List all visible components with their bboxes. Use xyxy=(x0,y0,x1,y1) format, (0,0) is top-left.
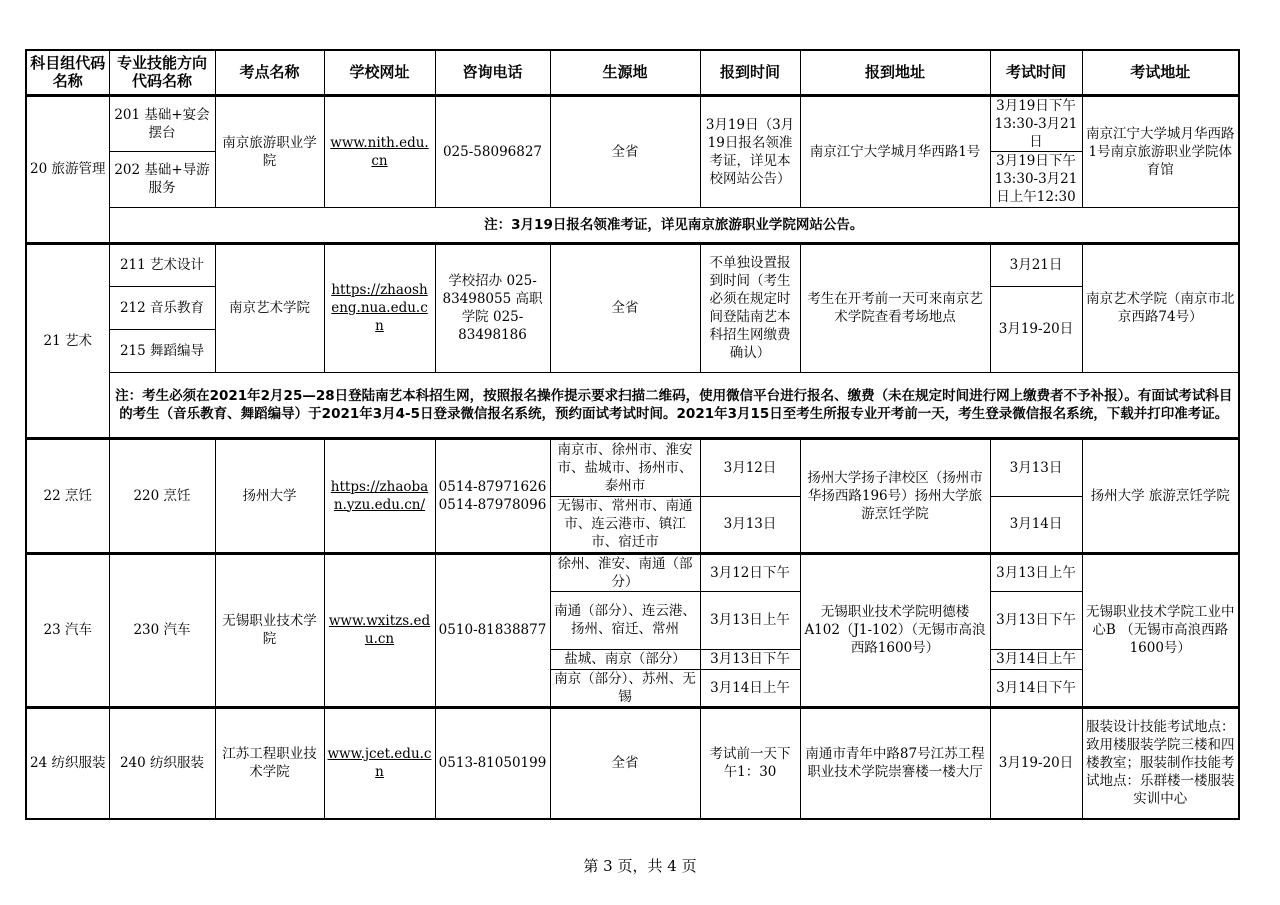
page-footer: 第 3 页，共 4 页 xyxy=(583,857,697,875)
report-time-cell: 3月13日上午 xyxy=(700,591,800,649)
exam-time-cell: 3月14日下午 xyxy=(990,669,1082,707)
note-text: 注：3月19日报名领准考证，详见南京旅游职业学院网站公告。 xyxy=(109,207,1239,243)
table-row xyxy=(26,243,1239,286)
exam-time-cell: 3月19-20日 xyxy=(990,286,1082,372)
exam-time-cell: 3月14日 xyxy=(990,496,1082,553)
table-row xyxy=(26,438,1239,496)
url-cell xyxy=(324,438,435,553)
header-origin: 生源地 xyxy=(550,50,700,95)
report-time-cell: 3月14日上午 xyxy=(700,669,800,707)
url-cell xyxy=(324,243,435,372)
report-addr-cell: 无锡职业技术学院明德楼A102（J1-102）（无锡市高浪西路1600号） xyxy=(800,553,990,707)
url-cell xyxy=(324,95,435,207)
report-time-cell: 3月13日下午 xyxy=(700,649,800,669)
report-addr-cell: 扬州大学扬子津校区（扬州市华扬西路196号）扬州大学旅游烹饪学院 xyxy=(800,438,990,553)
report-addr-cell: 南通市青年中路87号江苏工程职业技术学院崇謇楼一楼大厅 xyxy=(800,707,990,819)
site-cell: 无锡职业技术学院 xyxy=(215,553,324,707)
phone-cell: 0510-81838877 xyxy=(435,553,550,707)
exam-time-cell: 3月13日下午 xyxy=(990,591,1082,649)
exam-addr-cell: 无锡职业技术学院工业中心B （无锡市高浪西路1600号） xyxy=(1082,553,1239,707)
exam-addr-cell: 扬州大学 旅游烹饪学院 xyxy=(1082,438,1239,553)
phone-cell: 025-58096827 xyxy=(435,95,550,207)
exam-time-cell: 3月14日上午 xyxy=(990,649,1082,669)
subject-cell: 20 旅游管理 xyxy=(26,95,109,243)
report-time-cell: 3月19日（3月19日报名领准考证，详见本校网站公告） xyxy=(700,95,800,207)
exam-schedule-table xyxy=(25,49,1240,820)
exam-time-cell: 3月19日下午13:30-3月21日 xyxy=(990,95,1082,151)
header-url: 学校网址 xyxy=(324,50,435,95)
exam-time-cell: 3月21日 xyxy=(990,243,1082,286)
exam-addr-cell: 南京江宁大学城月华西路1号南京旅游职业学院体育馆 xyxy=(1082,95,1239,207)
header-exam-time: 考试时间 xyxy=(990,50,1082,95)
header-direction: 专业技能方向代码名称 xyxy=(109,50,215,95)
origin-cell: 全省 xyxy=(550,707,700,819)
header-report-addr: 报到地址 xyxy=(800,50,990,95)
report-addr-cell: 南京江宁大学城月华西路1号 xyxy=(800,95,990,207)
origin-cell: 南京（部分）、苏州、无锡 xyxy=(550,669,700,707)
direction-cell: 230 汽车 xyxy=(109,553,215,707)
exam-time-cell: 3月19-20日 xyxy=(990,707,1082,819)
note-row xyxy=(26,372,1239,438)
exam-addr-cell: 服装设计技能考试地点：致用楼服装学院三楼和四楼教室；服装制作技能考试地点：乐群楼一楼服装实训中心 xyxy=(1082,707,1239,819)
school-url-link[interactable]: https://zhaosheng.nua.edu.cn xyxy=(331,282,428,334)
school-url-link[interactable]: www.jcet.edu.cn xyxy=(327,746,432,781)
header-subject: 科目组代码名称 xyxy=(26,50,109,95)
url-cell xyxy=(324,707,435,819)
school-url-link[interactable]: www.nith.edu.cn xyxy=(330,134,429,169)
phone-cell: 0514-87971626 0514-87978096 xyxy=(435,438,550,553)
phone-cell: 学校招办 025-83498055 高职学院 025-83498186 xyxy=(435,243,550,372)
header-phone: 咨询电话 xyxy=(435,50,550,95)
direction-cell: 202 基础+导游服务 xyxy=(109,151,215,207)
site-cell: 扬州大学 xyxy=(215,438,324,553)
direction-cell: 240 纺织服装 xyxy=(109,707,215,819)
note-text: 注：考生必须在2021年2月25—28日登陆南艺本科招生网，按照报名操作提示要求扫描二维码，使用微信平台进行报名、缴费（未在规定时间进行网上缴费者不予补报）。有面试考试科目的考生（音乐教育、舞蹈编导）于2021年3月4-5日登录微信报名系统，预约面试考试时间。2021年3月15日至考生所报专业开考前一天，考生登录微信报名系统，下载并打印准考证。 xyxy=(109,372,1239,438)
exam-time-cell: 3月13日 xyxy=(990,438,1082,496)
report-time-cell: 3月12日 xyxy=(700,438,800,496)
report-addr-cell: 考生在开考前一天可来南京艺术学院查看考场地点 xyxy=(800,243,990,372)
subject-cell: 23 汽车 xyxy=(26,553,109,707)
site-cell: 南京旅游职业学院 xyxy=(215,95,324,207)
subject-cell: 22 烹饪 xyxy=(26,438,109,553)
origin-cell: 南京市、徐州市、淮安市、盐城市、扬州市、泰州市 xyxy=(550,438,700,496)
direction-cell: 215 舞蹈编导 xyxy=(109,329,215,372)
report-time-cell: 考试前一天下午1：30 xyxy=(700,707,800,819)
subject-cell: 21 艺术 xyxy=(26,243,109,438)
header-site: 考点名称 xyxy=(215,50,324,95)
header-row xyxy=(26,50,1239,95)
site-cell: 江苏工程职业技术学院 xyxy=(215,707,324,819)
table-row xyxy=(26,95,1239,151)
direction-cell: 212 音乐教育 xyxy=(109,286,215,329)
exam-addr-cell: 南京艺术学院（南京市北京西路74号） xyxy=(1082,243,1239,372)
direction-cell: 201 基础+宴会摆台 xyxy=(109,95,215,151)
origin-cell: 全省 xyxy=(550,95,700,207)
school-url-link[interactable]: https://zhaoban.yzu.edu.cn/ xyxy=(330,478,429,513)
note-row xyxy=(26,207,1239,243)
report-time-cell: 3月13日 xyxy=(700,496,800,553)
exam-time-cell: 3月13日上午 xyxy=(990,553,1082,591)
report-time-cell: 3月12日下午 xyxy=(700,553,800,591)
school-url-link[interactable]: www.wxitzs.edu.cn xyxy=(328,613,431,647)
report-time-cell: 不单独设置报到时间（考生必须在规定时间登陆南艺本科招生网缴费确认） xyxy=(700,243,800,372)
origin-cell: 南通（部分）、连云港、扬州、宿迁、常州 xyxy=(550,591,700,649)
origin-cell: 无锡市、常州市、南通市、连云港市、镇江市、宿迁市 xyxy=(550,496,700,553)
header-report-time: 报到时间 xyxy=(700,50,800,95)
header-exam-addr: 考试地址 xyxy=(1082,50,1239,95)
table-row xyxy=(26,553,1239,591)
table-row xyxy=(26,707,1239,819)
phone-cell: 0513-81050199 xyxy=(435,707,550,819)
origin-cell: 盐城、南京（部分） xyxy=(550,649,700,669)
origin-cell: 全省 xyxy=(550,243,700,372)
url-cell xyxy=(324,553,435,707)
site-cell: 南京艺术学院 xyxy=(215,243,324,372)
exam-time-cell: 3月19日下午13:30-3月21日上午12:30 xyxy=(990,151,1082,207)
origin-cell: 徐州、淮安、南通（部分） xyxy=(550,553,700,591)
direction-cell: 211 艺术设计 xyxy=(109,243,215,286)
subject-cell: 24 纺织服装 xyxy=(26,707,109,819)
direction-cell: 220 烹饪 xyxy=(109,438,215,553)
